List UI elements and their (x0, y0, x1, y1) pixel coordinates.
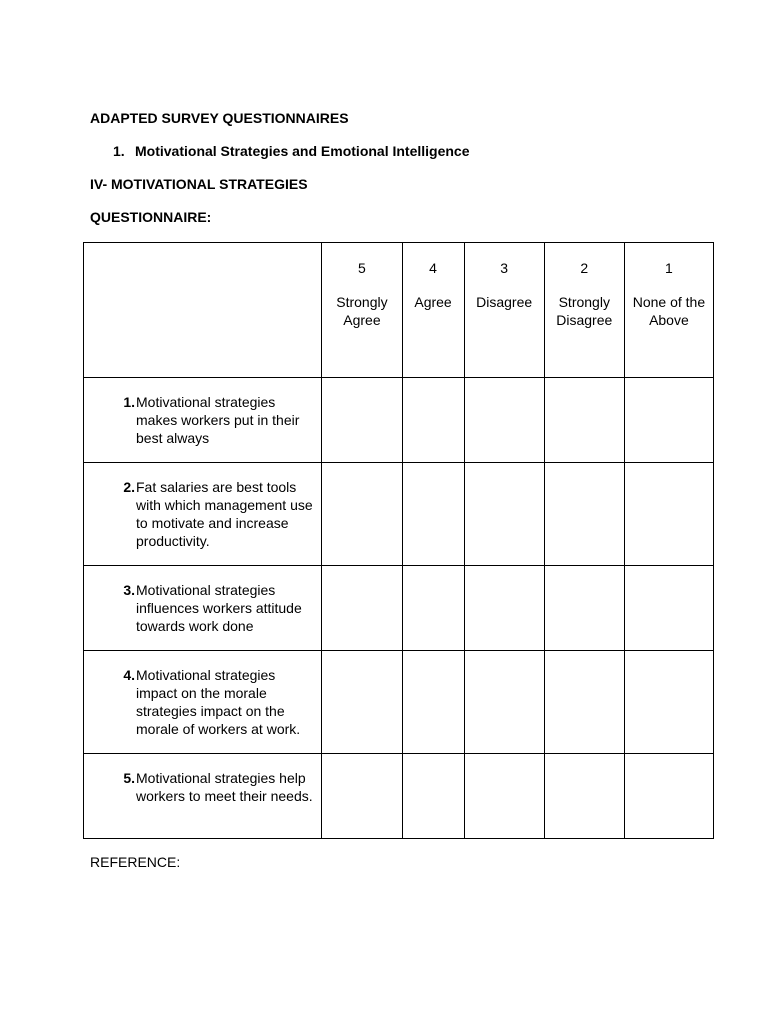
answer-cell-1[interactable] (624, 754, 713, 839)
answer-cell-4[interactable] (402, 566, 464, 651)
answer-cell-3[interactable] (464, 651, 544, 754)
answer-cell-2[interactable] (544, 463, 624, 566)
question-number: 4. (123, 667, 135, 683)
scale-label: Agree (414, 294, 452, 310)
survey-table (83, 242, 714, 839)
section-heading: IV- MOTIVATIONAL STRATEGIES (90, 176, 308, 192)
document-title: ADAPTED SURVEY QUESTIONNAIRES (90, 110, 349, 126)
scale-header-2 (544, 243, 624, 378)
answer-cell-3[interactable] (464, 754, 544, 839)
answer-cell-2[interactable] (544, 378, 624, 463)
question-row-1 (84, 378, 714, 463)
reference-label: REFERENCE: (90, 854, 181, 870)
question-number: 3. (123, 582, 135, 598)
answer-cell-5[interactable] (322, 754, 402, 839)
blank-header-cell (84, 243, 322, 378)
answer-cell-2[interactable] (544, 754, 624, 839)
answer-cell-5[interactable] (322, 378, 402, 463)
question-text: Motivational strategies influences workers attitude towards work done (136, 582, 302, 634)
answer-cell-3[interactable] (464, 463, 544, 566)
subsection-label: Motivational Strategies and Emotional Intelligence (135, 143, 470, 159)
question-number: 1. (123, 394, 135, 410)
scale-value: 1 (665, 260, 673, 276)
answer-cell-1[interactable] (624, 651, 713, 754)
question-row-5 (84, 754, 714, 839)
answer-cell-1[interactable] (624, 566, 713, 651)
subsection-heading (113, 143, 470, 159)
question-cell (84, 463, 322, 566)
answer-cell-5[interactable] (322, 463, 402, 566)
answer-cell-4[interactable] (402, 651, 464, 754)
answer-cell-2[interactable] (544, 566, 624, 651)
scale-label: Strongly Disagree (556, 294, 613, 328)
question-row-2 (84, 463, 714, 566)
answer-cell-5[interactable] (322, 651, 402, 754)
answer-cell-1[interactable] (624, 463, 713, 566)
scale-value: 4 (429, 260, 437, 276)
question-text: Motivational strategies makes workers put in their best always (136, 394, 300, 446)
question-text: Motivational strategies help workers to meet their needs. (136, 770, 313, 804)
subsection-number: 1. (113, 143, 125, 159)
question-cell (84, 754, 322, 839)
question-cell (84, 378, 322, 463)
answer-cell-4[interactable] (402, 378, 464, 463)
question-text: Fat salaries are best tools with which management use to motivate and increase productivity. (136, 479, 313, 549)
question-row-3 (84, 566, 714, 651)
scale-label: Disagree (476, 294, 533, 310)
scale-header-5 (322, 243, 402, 378)
question-text: Motivational strategies impact on the morale strategies impact on the morale of workers at work. (136, 667, 301, 737)
scale-value: 3 (500, 260, 509, 276)
question-cell (84, 566, 322, 651)
scale-header-1 (624, 243, 713, 378)
question-number: 2. (123, 479, 135, 495)
answer-cell-3[interactable] (464, 378, 544, 463)
answer-cell-2[interactable] (544, 651, 624, 754)
scale-header-row (84, 243, 714, 378)
scale-label: Strongly Agree (336, 294, 388, 328)
scale-header-4 (402, 243, 464, 378)
scale-header-3 (464, 243, 544, 378)
question-number: 5. (123, 770, 135, 786)
answer-cell-3[interactable] (464, 566, 544, 651)
question-row-4 (84, 651, 714, 754)
answer-cell-4[interactable] (402, 463, 464, 566)
answer-cell-4[interactable] (402, 754, 464, 839)
scale-value: 2 (580, 260, 589, 276)
answer-cell-1[interactable] (624, 378, 713, 463)
scale-value: 5 (358, 260, 366, 276)
questionnaire-label: QUESTIONNAIRE: (90, 209, 212, 225)
answer-cell-5[interactable] (322, 566, 402, 651)
question-cell (84, 651, 322, 754)
scale-label: None of the Above (632, 294, 706, 328)
